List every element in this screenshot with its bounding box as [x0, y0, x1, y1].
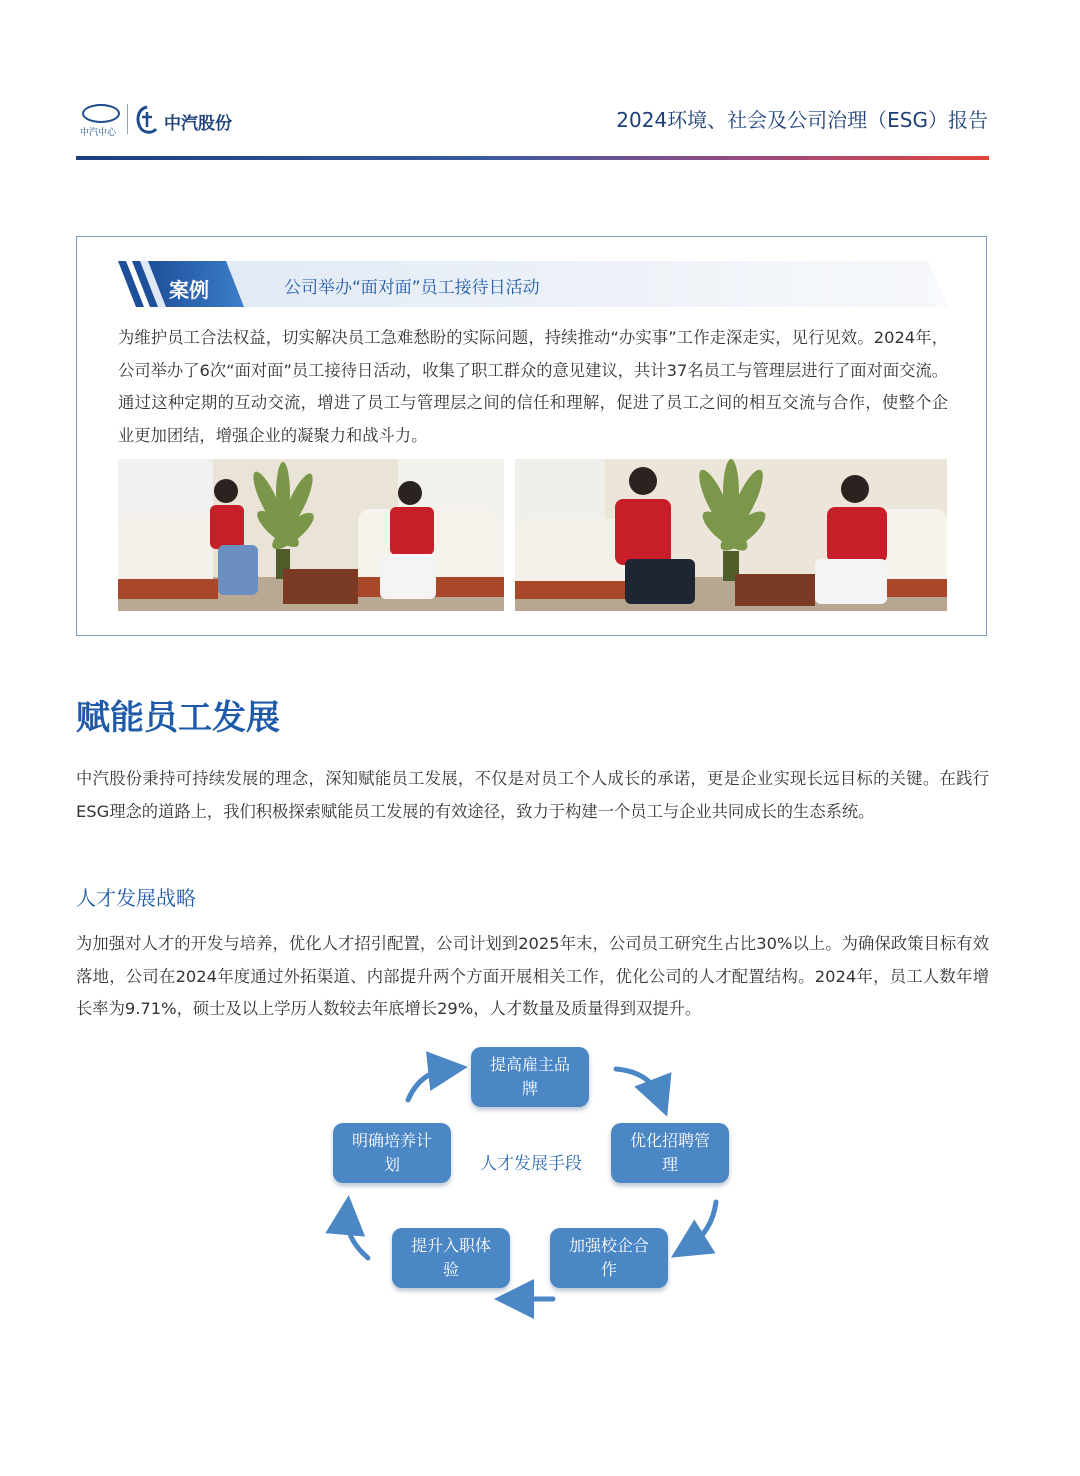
intro-paragraph: 中汽股份秉持可持续发展的理念，深知赋能员工发展，不仅是对员工个人成长的承诺，更是企业实现长远目标的关键。在践行ESG理念的道路上，我们积极探索赋能员工发展的有效途径，致力于构建一个员工与企业共同成长的生态系统。	[76, 769, 989, 821]
arrow-1	[616, 1069, 660, 1098]
brand-name: 中汽股份	[164, 114, 232, 134]
arrow-2	[688, 1202, 716, 1247]
talent-paragraph: 为加强对人才的开发与培养，优化人才招引配置，公司计划到2025年末，公司员工研究生占比30%以上。为确保政策目标有效落地，公司在2024年度通过外拓渠道、内部提升两个方面开展相关工作，优化公司的人才配置结构。2024年，员工人数年增长率为9.71%，硕士及以上学历人数较去年底增长29%，人才数量及质量得到双提升。	[76, 934, 989, 1018]
report-title: 2024环境、社会及公司治理（ESG）报告	[616, 108, 988, 132]
case-paragraph: 为维护员工合法权益，切实解决员工急难愁盼的实际问题，持续推动“办实事”工作走深走实，见行见效。2024年，公司举办了6次“面对面”员工接待日活动，收集了职工群众的意见建议，共计37名员工与管理层进行了面对面交流。通过这种定期的互动交流，增进了员工与管理层之间的信任和理解，促进了员工之间的相互交流与合作，使整个企业更加团结，增强企业的凝聚力和战斗力。	[118, 328, 948, 445]
cycle-node-recruitment: 优化招聘管理	[611, 1123, 729, 1183]
logo-divider	[127, 104, 128, 134]
catarc-emblem-icon	[82, 104, 120, 123]
cycle-center-label: 人才发展手段	[480, 1154, 582, 1174]
meeting-photo-1	[118, 459, 504, 611]
header-rule	[76, 156, 989, 160]
faw-logo-icon	[134, 105, 160, 135]
case-tag: 案例	[169, 278, 209, 302]
meeting-photo-2	[515, 459, 947, 611]
sub-section-title: 人才发展战略	[76, 886, 196, 910]
cycle-node-training-plan: 明确培养计划	[333, 1123, 451, 1183]
arrow-4	[347, 1215, 368, 1258]
catarc-logo	[80, 104, 122, 140]
arrow-5	[408, 1069, 448, 1100]
case-title: 公司举办“面对面”员工接待日活动	[284, 278, 540, 298]
catarc-logo-caption: 中汽中心	[80, 128, 117, 138]
cycle-node-employer-brand: 提高雇主品牌	[471, 1047, 589, 1107]
section-title: 赋能员工发展	[76, 698, 280, 738]
cycle-node-onboarding: 提升入职体验	[392, 1228, 510, 1288]
cycle-node-school-enterprise: 加强校企合作	[550, 1228, 668, 1288]
